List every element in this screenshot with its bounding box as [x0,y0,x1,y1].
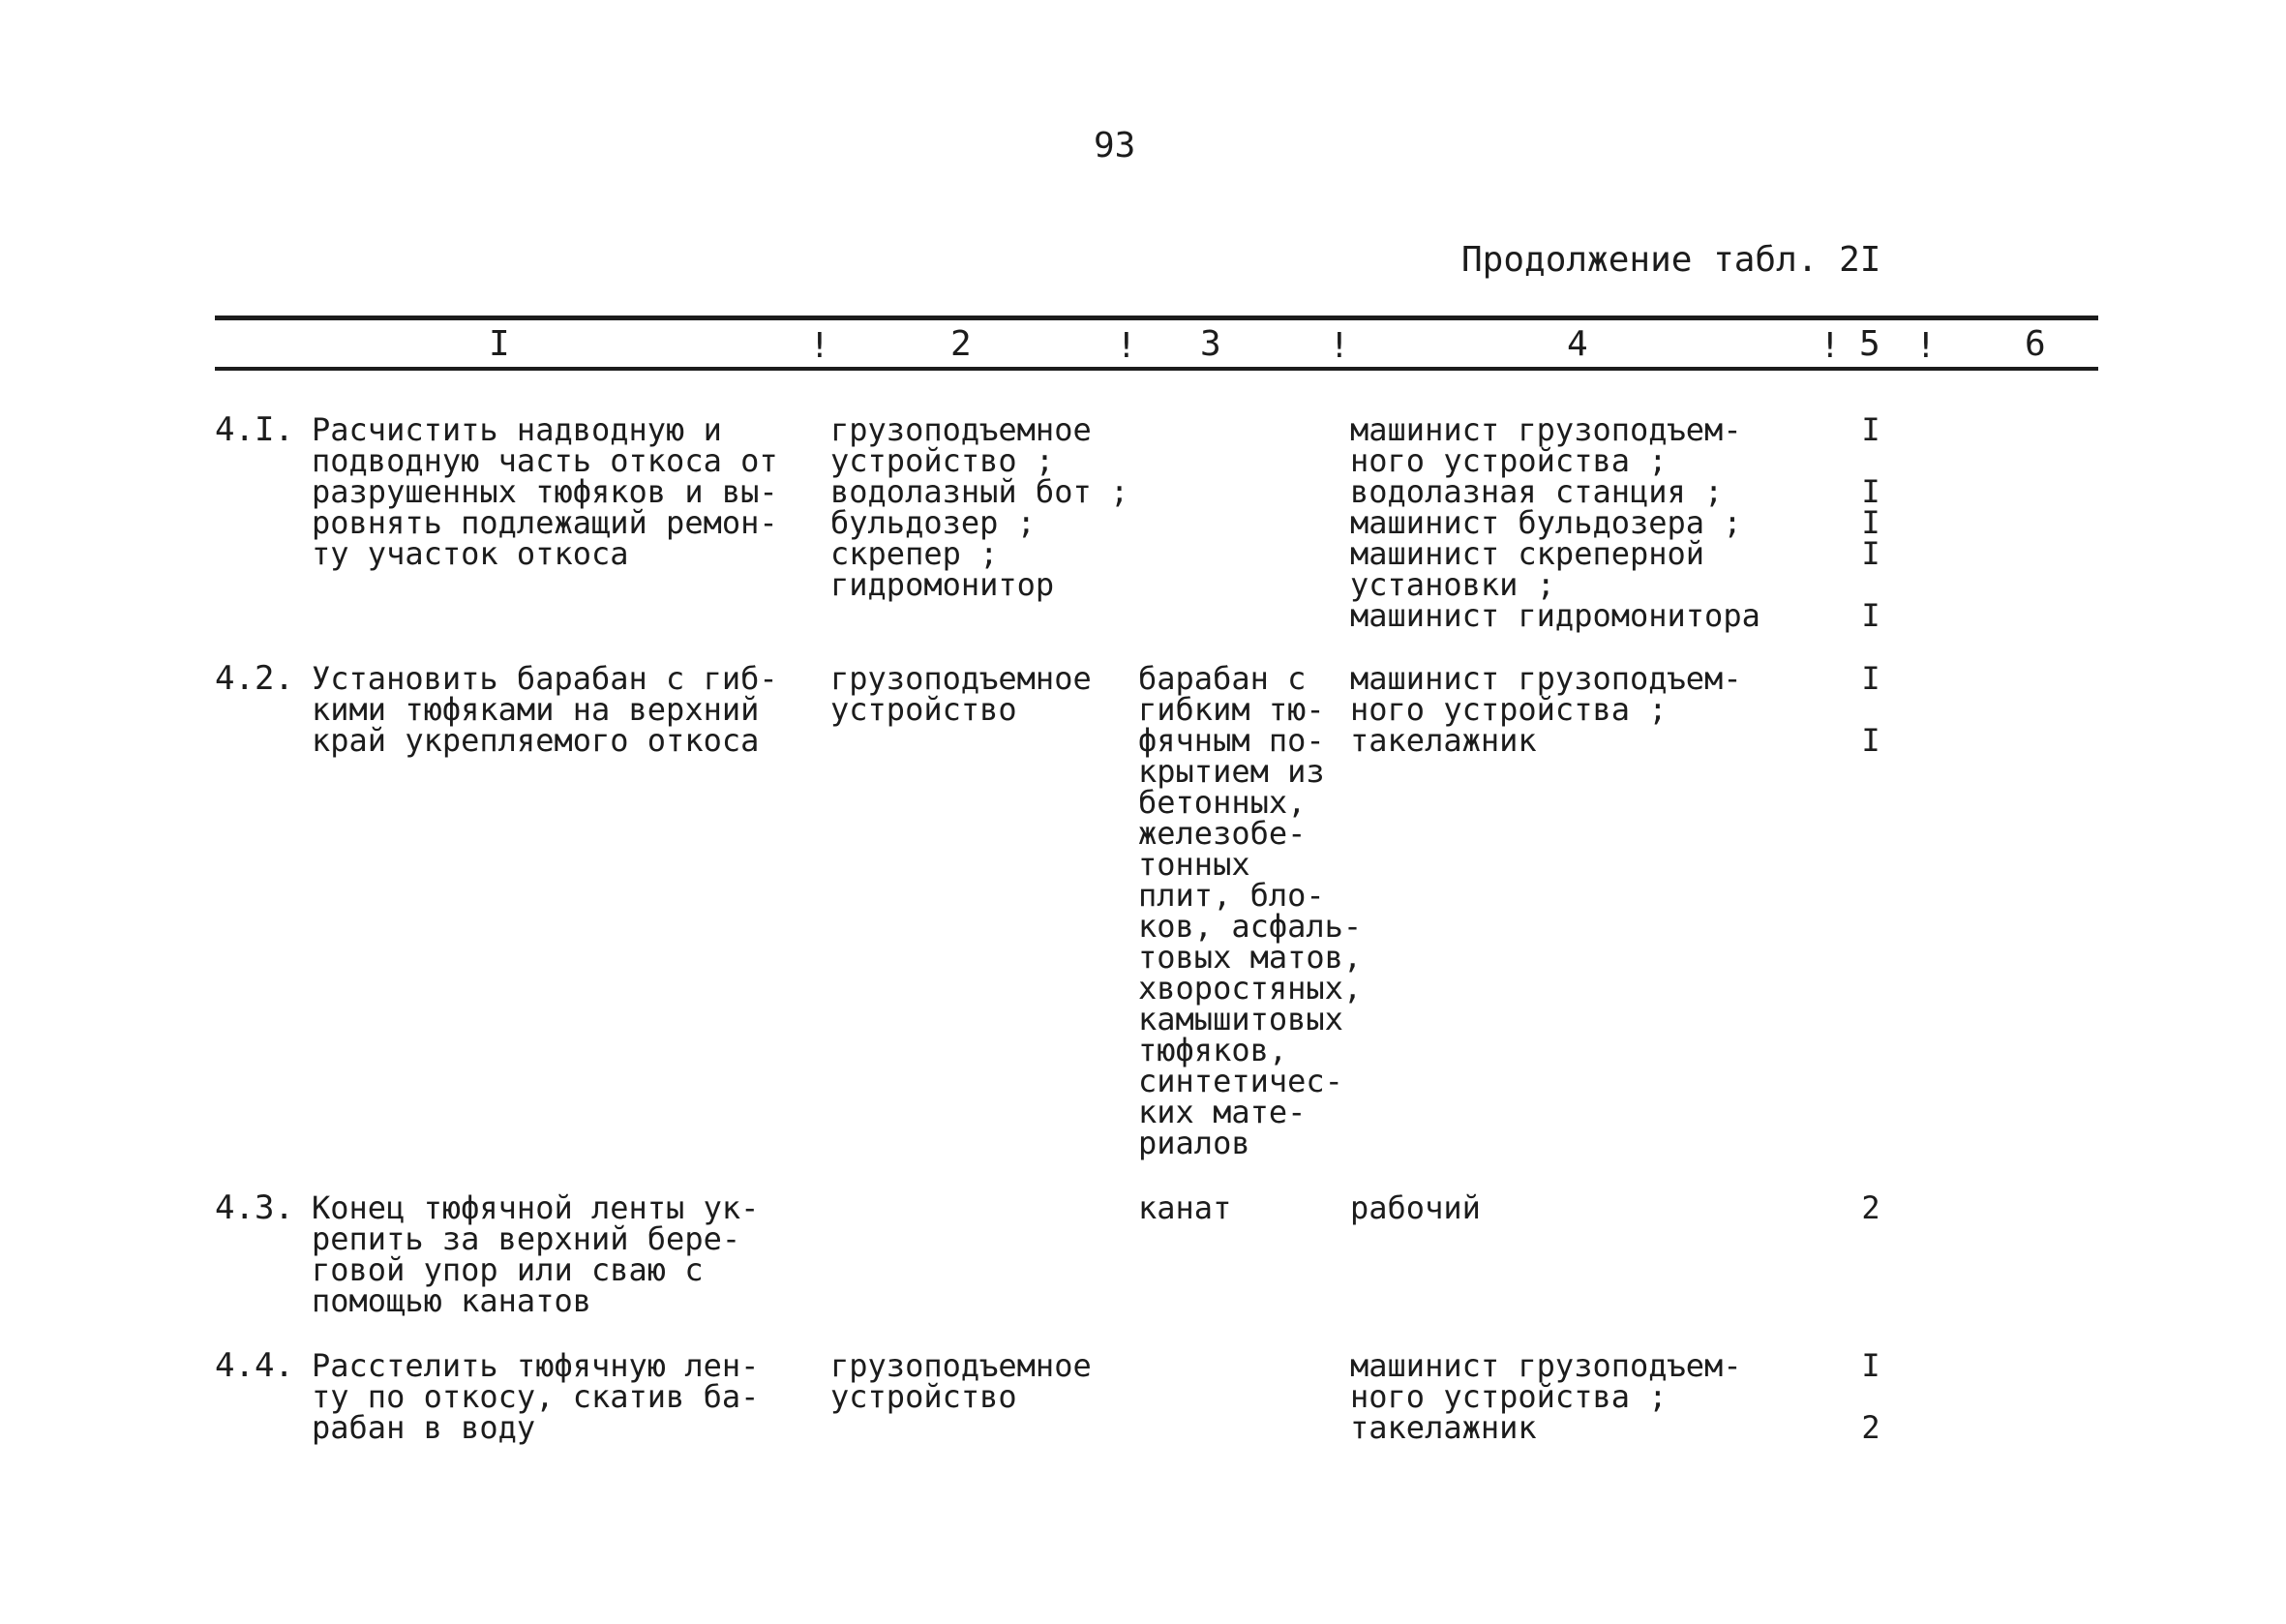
row-count: I [1861,722,1880,759]
row-workers: машинист грузоподъем- ного устройства ; водолазная станция ; машинист бульдозера ; машинист скреперной установки ; машинист гидромонитора [1350,411,1760,634]
row-workers: машинист грузоподъем- ного устройства ; такелажник [1350,660,1742,759]
page-number: 93 [1094,126,1136,165]
row-number: 4.4. [215,1346,294,1385]
row-action: Установить барабан с гиб- кими тюфяками на верхний край укрепляемого откоса [312,660,778,759]
row-action: Расстелить тюфячную лен- ту по откосу, скатив ба- рабан в воду [312,1347,760,1446]
header-separator: ! [1329,326,1350,366]
row-materials: барабан с гибким тю- фячным по- крытием из бетонных, железобе- тонных плит, бло- ков, асфаль- товых матов, хворостяных, камышитовых тюфяков, синтетичес- ких мате- риалов [1138,660,1363,1161]
header-col-4: 4 [1567,324,1588,364]
header-col-5: 5 [1859,324,1880,364]
row-count: I [1861,1347,1880,1384]
header-col-1: I [489,324,510,364]
row-equipment: грузоподъемное устройство [830,660,1092,728]
header-separator: ! [809,326,830,366]
row-count: I [1861,597,1880,634]
row-count: I [1861,535,1880,572]
row-number: 4.3. [215,1188,294,1227]
header-col-3: 3 [1200,324,1221,364]
table-caption: Продолжение табл. 2I [1461,240,1881,280]
row-materials: канат [1138,1189,1232,1226]
row-count: I [1861,504,1880,541]
table-top-rule [215,316,2098,320]
row-number: 4.I. [215,410,294,449]
row-action: Расчистить надводную и подводную часть откоса от разрушенных тюфяков и вы- ровнять подлежащий ремон- ту участок откоса [312,411,778,572]
row-equipment: грузоподъемное устройство [830,1347,1092,1415]
row-count: 2 [1861,1189,1880,1226]
row-count: I [1861,473,1880,510]
header-col-6: 6 [2025,324,2046,364]
row-equipment: грузоподъемное устройство ; водолазный бот ; бульдозер ; скрепер ; гидромонитор [830,411,1129,603]
row-action: Конец тюфячной ленты ук- репить за верхний бере- говой упор или сваю с помощью канатов [312,1189,760,1319]
row-number: 4.2. [215,659,294,698]
header-separator: ! [1915,326,1937,366]
header-separator: ! [1820,326,1841,366]
row-count: I [1861,411,1880,448]
header-col-2: 2 [950,324,972,364]
row-count: 2 [1861,1409,1880,1446]
row-workers: рабочий [1350,1189,1481,1226]
row-count: I [1861,660,1880,697]
row-workers: машинист грузоподъем- ного устройства ; такелажник [1350,1347,1742,1446]
table-header-rule [215,367,2098,371]
header-separator: ! [1116,326,1137,366]
